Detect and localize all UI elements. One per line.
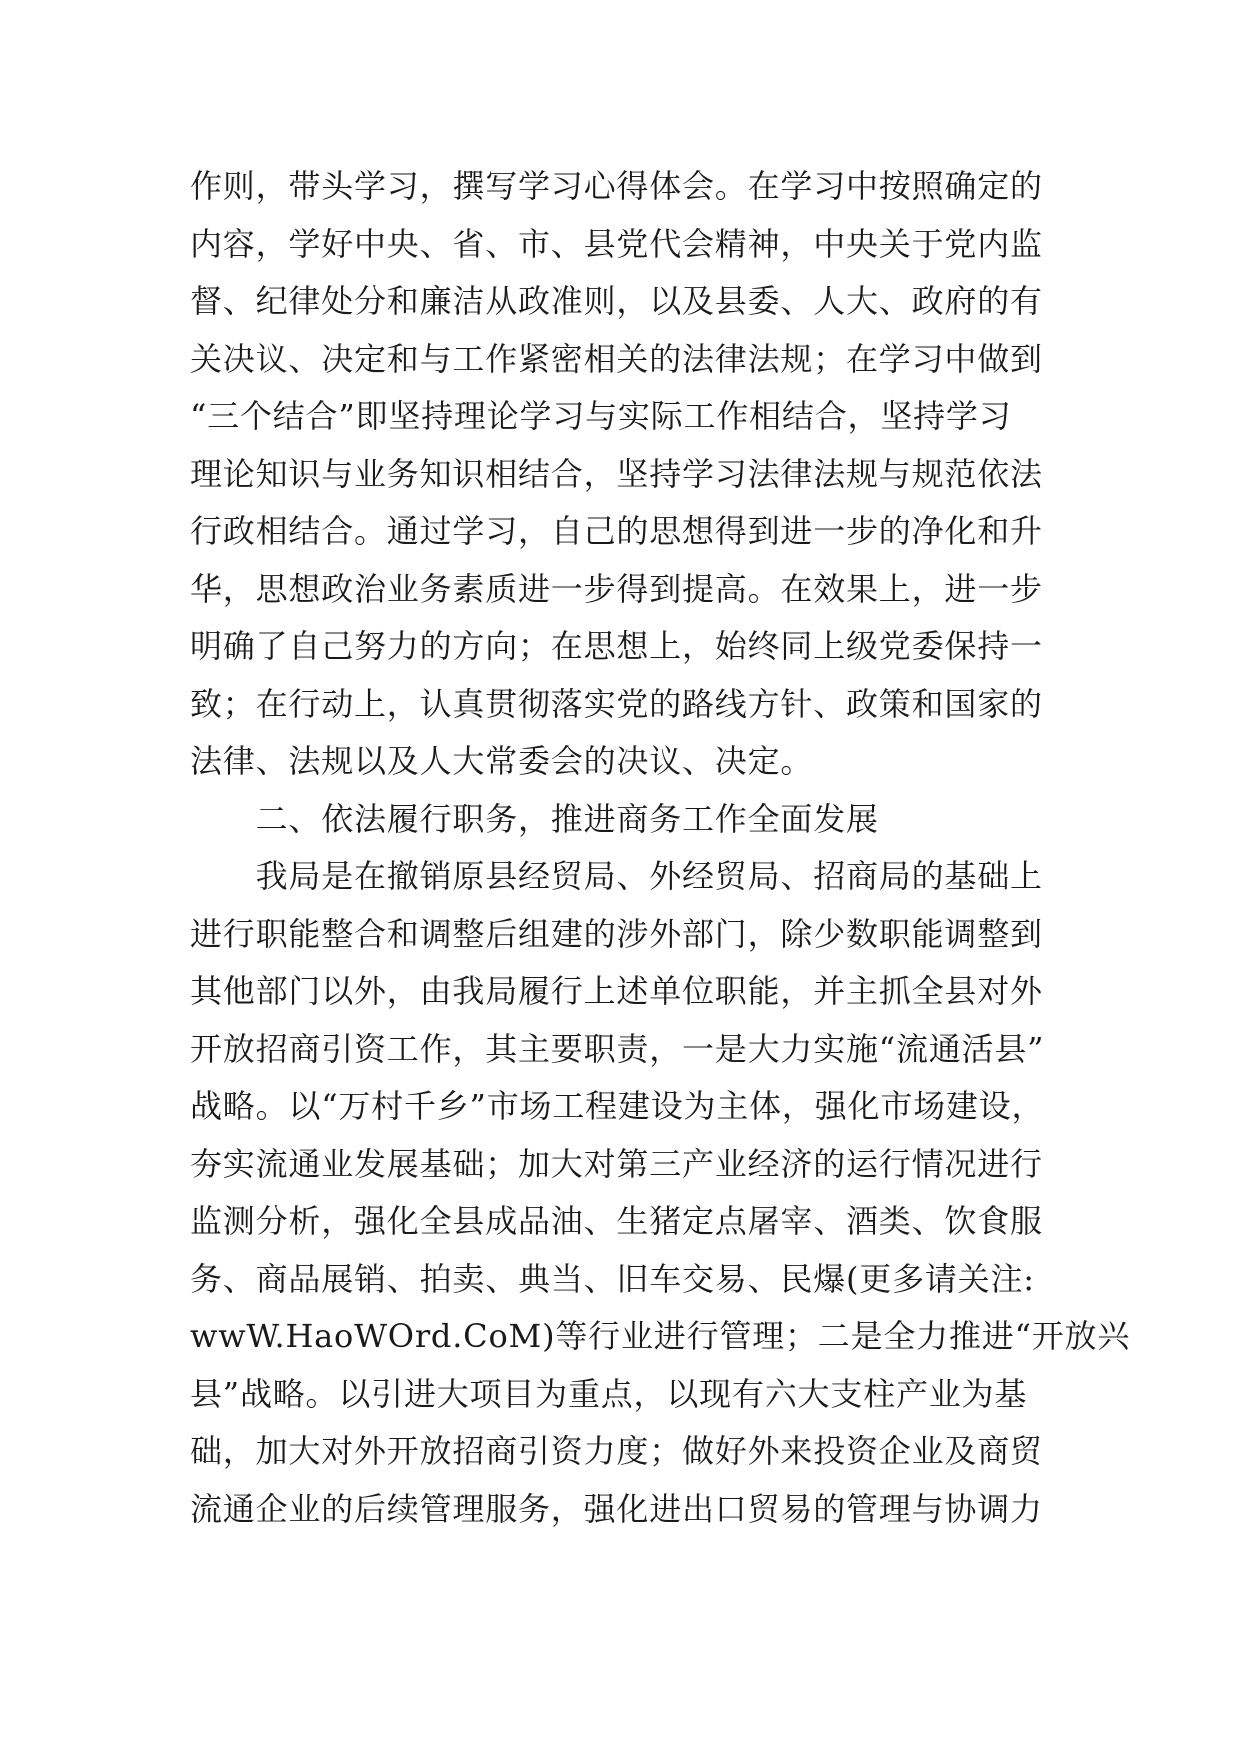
text-line: 监测分析，强化全县成品油、生猪定点屠宰、酒类、饮食服 bbox=[190, 1202, 1043, 1240]
text-line: 华，思想政治业务素质进一步得到提高。在效果上，进一步 bbox=[190, 569, 1043, 608]
text-line: 法律、法规以及人大常委会的决议、决定。 bbox=[190, 742, 814, 780]
text-line: 内容，学好中央、省、市、县党代会精神，中央关于党内监 bbox=[190, 224, 1043, 263]
text-line: 作则，带头学习，撰写学习心得体会。在学习中按照确定的 bbox=[190, 167, 1043, 205]
text-line: 理论知识与业务知识相结合，坚持学习法律法规与规范依法 bbox=[190, 454, 1043, 493]
text-line: 流通企业的后续管理服务，强化进出口贸易的管理与协调力 bbox=[190, 1489, 1043, 1528]
text-line: 础，加大对外开放招商引资力度；做好外来投资企业及商贸 bbox=[190, 1432, 1043, 1470]
text-line: 明确了自己努力的方向；在思想上，始终同上级党委保持一 bbox=[190, 627, 1043, 665]
text-line: 开放招商引资工作，其主要职责，一是大力实施“流通活县” bbox=[190, 1029, 1045, 1068]
text-line: 战略。以“万村千乡”市场工程建设为主体，强化市场建设， bbox=[190, 1087, 1045, 1125]
text-line: 夯实流通业发展基础；加大对第三产业经济的运行情况进行 bbox=[190, 1144, 1043, 1183]
text-line: 我局是在撤销原县经贸局、外经贸局、招商局的基础上 bbox=[190, 857, 1043, 895]
text-line: 关决议、决定和与工作紧密相关的法律法规；在学习中做到 bbox=[190, 339, 1043, 378]
text-line: 督、纪律处分和廉洁从政准则，以及县委、人大、政府的有 bbox=[190, 282, 1043, 320]
text-line: 其他部门以外，由我局履行上述单位职能，并主抓全县对外 bbox=[190, 972, 1043, 1010]
text-line: 行政相结合。通过学习，自己的思想得到进一步的净化和升 bbox=[190, 512, 1043, 550]
text-line: 进行职能整合和调整后组建的涉外部门，除少数职能调整到 bbox=[190, 914, 1043, 953]
section-heading: 二、依法履行职务，推进商务工作全面发展 bbox=[190, 799, 879, 838]
text-line: 致；在行动上，认真贯彻落实党的路线方针、政策和国家的 bbox=[190, 684, 1043, 723]
document-body bbox=[190, 158, 1131, 1538]
text-line: 县”战略。以引进大项目为重点，以现有六大支柱产业为基 bbox=[190, 1374, 1028, 1413]
text-line: “三个结合”即坚持理论学习与实际工作相结合，坚持学习 bbox=[190, 397, 1012, 435]
text-line: wwW.HaoWOrd.CoM)等行业进行管理；二是全力推进“开放兴 bbox=[190, 1317, 1131, 1355]
text-line: 务、商品展销、拍卖、典当、旧车交易、民爆(更多请关注: bbox=[190, 1259, 1035, 1298]
